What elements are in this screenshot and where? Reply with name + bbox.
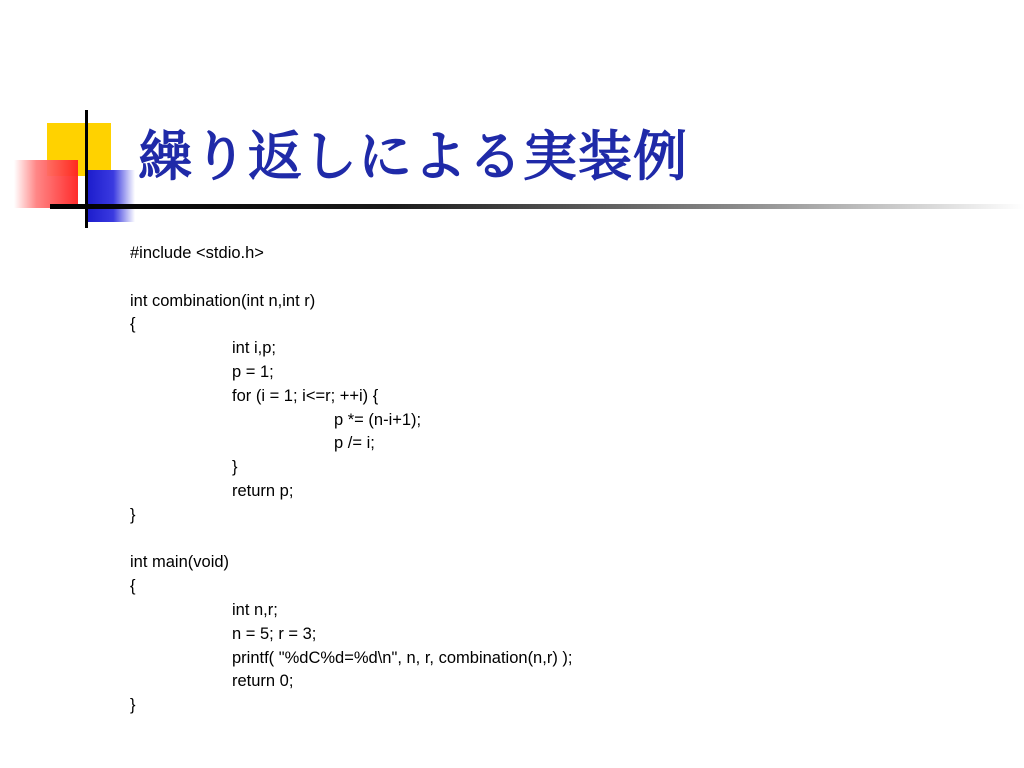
code-line: {	[130, 577, 136, 596]
code-line: p /= i;	[334, 434, 375, 453]
code-line: return 0;	[232, 672, 294, 691]
blue-square-decoration	[87, 170, 135, 222]
code-line: printf( "%dC%d=%d\n", n, r, combination(n,r) );	[232, 648, 573, 667]
code-line: n = 5; r = 3;	[232, 624, 317, 643]
red-square-decoration	[14, 160, 78, 208]
code-line: int n,r;	[232, 600, 278, 619]
vertical-line-decoration	[85, 110, 88, 228]
code-line: p *= (n-i+1);	[334, 410, 422, 429]
code-line: for (i = 1; i<=r; ++i) {	[232, 386, 379, 405]
code-line: {	[130, 315, 136, 334]
slide-title: 繰り返しによる実装例	[138, 125, 688, 188]
code-line: int main(void)	[130, 553, 230, 572]
code-block	[130, 242, 572, 718]
code-line: return p;	[232, 481, 294, 500]
code-line: #include <stdio.h>	[130, 244, 264, 262]
title-underline	[50, 204, 1024, 209]
code-line: }	[232, 458, 238, 477]
code-line: int i,p;	[232, 339, 277, 358]
code-line	[130, 266, 572, 290]
code-line	[130, 528, 572, 552]
code-line: }	[130, 696, 136, 715]
code-line: int combination(int n,int r)	[130, 291, 316, 310]
code-line: }	[130, 505, 136, 524]
code-line: p = 1;	[232, 362, 274, 381]
